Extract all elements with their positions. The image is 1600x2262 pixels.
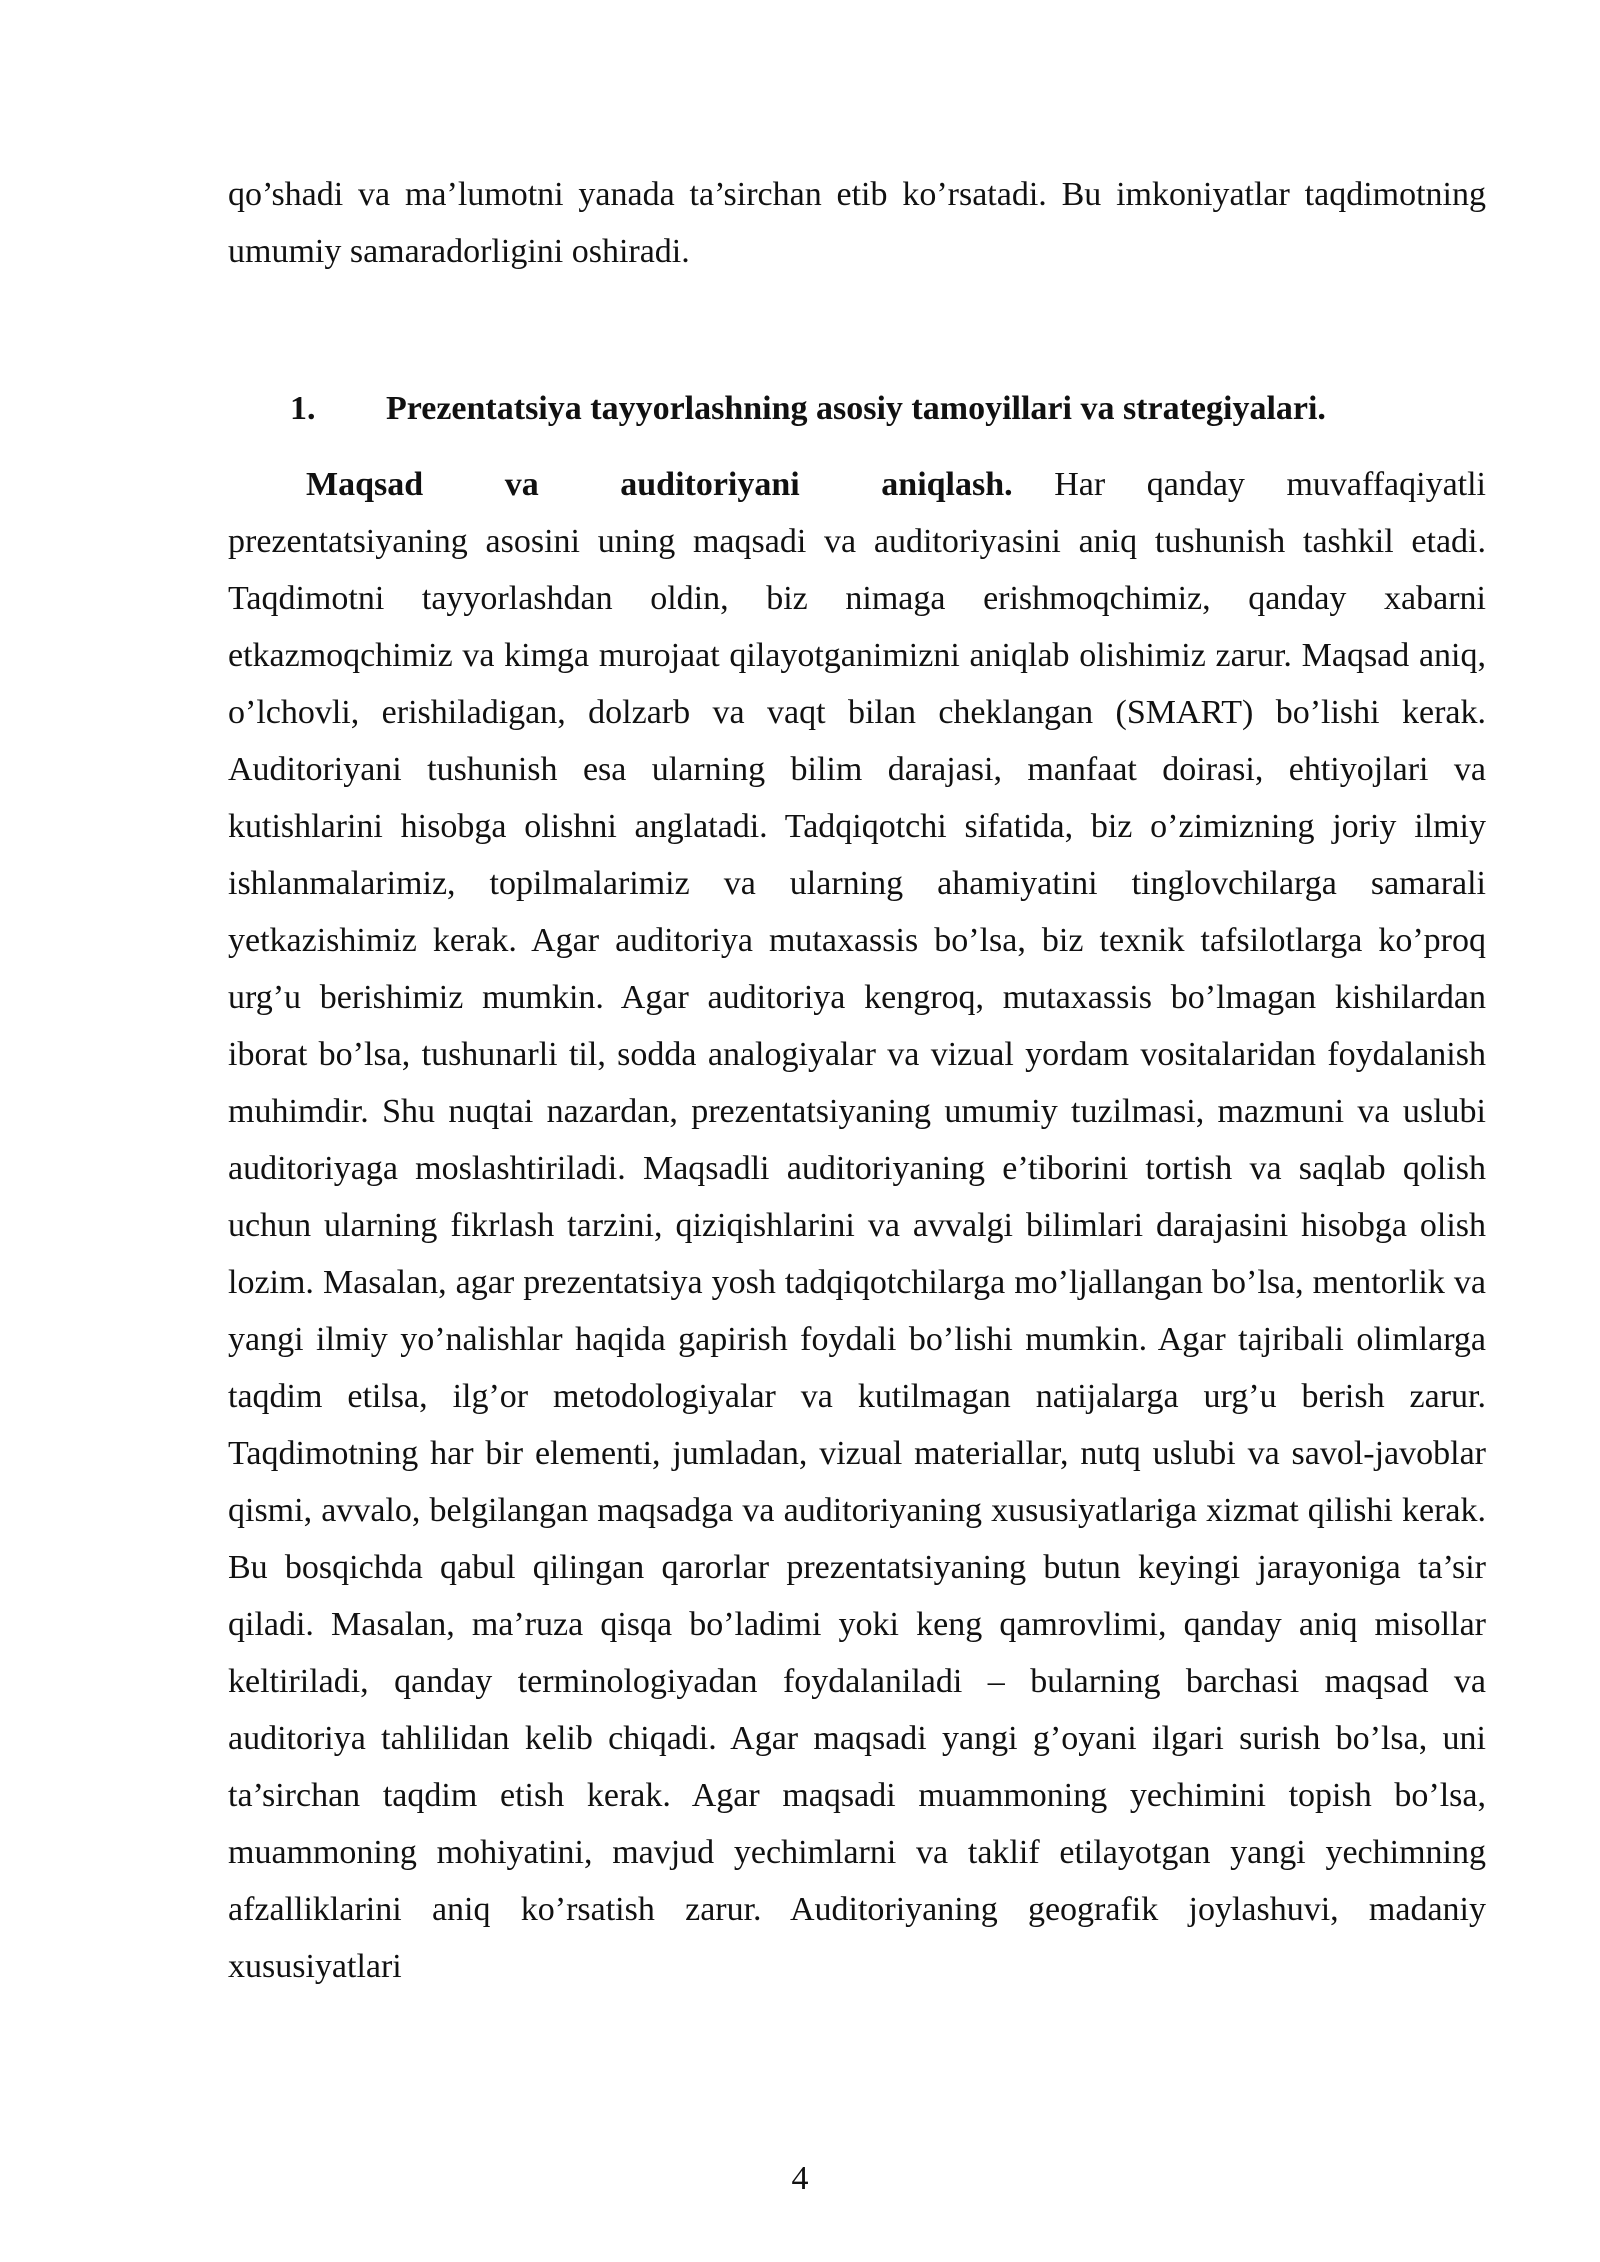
page-number: 4	[791, 2160, 809, 2197]
body-lead: Maqsad va auditoriyani aniqlash.	[306, 466, 1013, 503]
intro-paragraph: qo’shadi va ma’lumotni yanada ta’sirchan etib ko’rsatadi. Bu imkoniyatlar taqdimotning umumiy samaradorligini oshiradi.	[228, 176, 1486, 270]
body-text: Har qanday muvaffaqiyatli prezentatsiyaning asosini uning maqsadi va auditoriyasini aniq tushunish tashkil etadi. Taqdimotni tayyorlashdan oldin, biz nimaga erishmoqchimiz, qanday xabarni etkazmoqchimiz va kimga murojaat qilayotganimizni aniqlab olishimiz zarur. Maqsad aniq, o’lchovli, erishiladigan, dolzarb va vaqt bilan cheklangan (SMART) bo’lishi kerak. Auditoriyani tushunish esa ularning bilim darajasi, manfaat doirasi, ehtiyojlari va kutishlarini hisobga olishni anglatadi. Tadqiqotchi sifatida, biz o’zimizning joriy ilmiy ishlanmalarimiz, topilmalarimiz va ularning ahamiyatini tinglovchilarga samarali yetkazishimiz kerak. Agar auditoriya mutaxassis bo’lsa, biz texnik tafsilotlarga ko’proq urg’u berishimiz mumkin. Agar auditoriya kengroq, mutaxassis bo’lmagan kishilardan iborat bo’lsa, tushunarli til, sodda analogiyalar va vizual yordam vositalaridan foydalanish muhimdir. Shu nuqtai nazardan, prezentatsiyaning umumiy tuzilmasi, mazmuni va uslubi auditoriyaga moslashtiriladi. Maqsadli auditoriyaning e’tiborini tortish va saqlab qolish uchun ularning fikrlash tarzini, qiziqishlarini va avvalgi bilimlari darajasini hisobga olish lozim. Masalan, agar prezentatsiya yosh tadqiqotchilarga mo’ljallangan bo’lsa, mentorlik va yangi ilmiy yo’nalishlar haqida gapirish foydali bo’lishi mumkin. Agar tajribali olimlarga taqdim etilsa, ilg’or metodologiyalar va kutilmagan natijalarga urg’u berish zarur. Taqdimotning har bir elementi, jumladan, vizual materiallar, nutq uslubi va savol-javoblar qismi, avvalo, belgilangan maqsadga va auditoriyaning xususiyatlariga xizmat qilishi kerak. Bu bosqichda qabul qilingan qarorlar prezentatsiyaning butun keyingi jarayoniga ta’sir qiladi. Masalan, ma’ruza qisqa bo’ladimi yoki keng qamrovlimi, qanday aniq misollar keltiriladi, qanday terminologiyadan foydalaniladi – bularning barchasi maqsad va auditoriya tahlilidan kelib chiqadi. Agar maqsadi yangi g’oyani ilgari surish bo’lsa, uni ta’sirchan taqdim etish kerak. Agar maqsadi muammoning yechimini topish bo’lsa, muammoning mohiyatini, mavjud yechimlarni va taklif etilayotgan yangi yechimning afzalliklarini aniq ko’rsatish zarur. Auditoriyaning geografik joylashuvi, madaniy xususiyatlari	[228, 466, 1486, 1985]
section-number: 1.	[290, 390, 316, 427]
body-paragraph	[228, 456, 1486, 1995]
section-title: Prezentatsiya tayyorlashning asosiy tamoyillari va strategiyalari.	[386, 390, 1326, 427]
